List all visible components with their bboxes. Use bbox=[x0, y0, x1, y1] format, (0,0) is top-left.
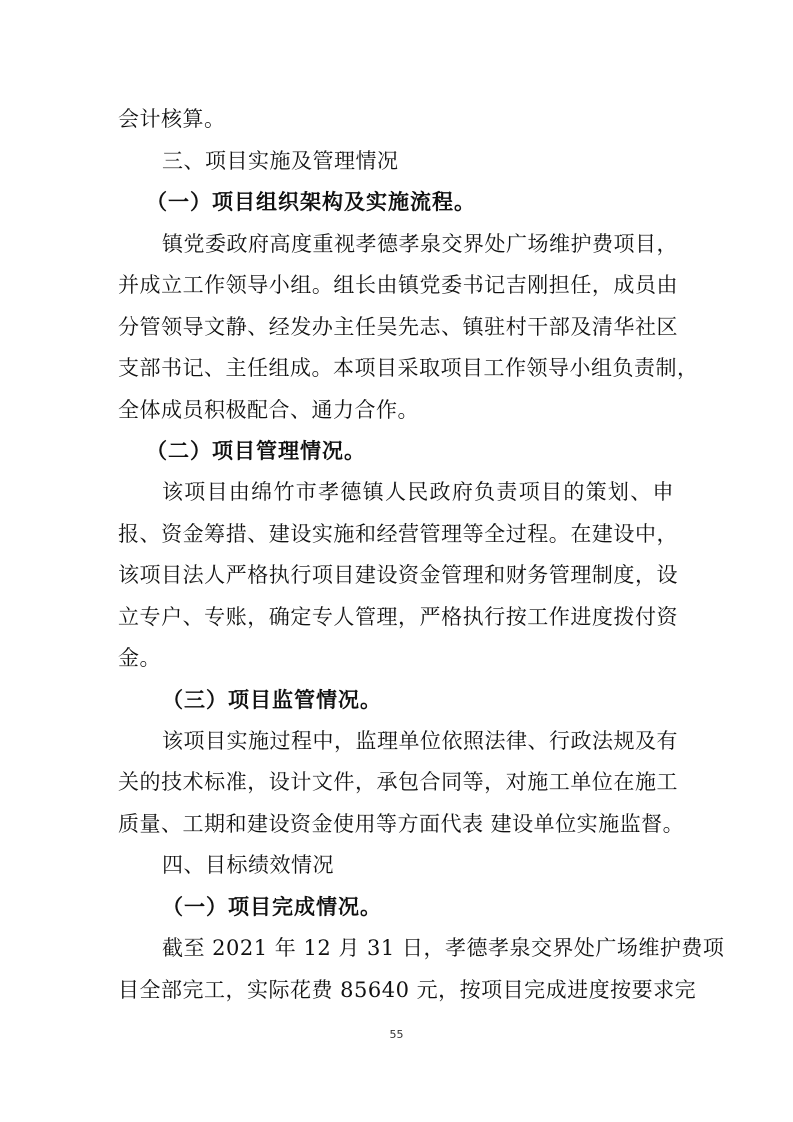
paragraph-line: 支部书记、主任组成。本项目采取项目工作领导小组负责制， bbox=[118, 356, 699, 380]
paragraph-line: 截至 2021 年 12 月 31 日，孝德孝泉交界处广场维护费项 bbox=[162, 936, 725, 960]
paragraph-line: 报、资金筹措、建设实施和经营管理等全过程。在建设中， bbox=[118, 522, 678, 546]
paragraph-line: 会计核算。 bbox=[118, 107, 226, 131]
paragraph-line: 并成立工作领导小组。组长由镇党委书记吉刚担任，成员由 bbox=[118, 273, 678, 297]
section-heading: 三、项目实施及管理情况 bbox=[162, 149, 399, 173]
paragraph-line: 目全部完工，实际花费 85640 元，按项目完成进度按要求完 bbox=[118, 978, 697, 1002]
paragraph-line: 分管领导文静、经发办主任吴先志、镇驻村干部及清华社区 bbox=[118, 315, 678, 339]
paragraph-line: 质量、工期和建设资金使用等方面代表 建设单位实施监督。 bbox=[118, 812, 685, 836]
paragraph-line: 立专户、专账，确定专人管理，严格执行按工作进度拨付资 bbox=[118, 605, 678, 629]
subsection-heading: （三）项目监管情况。 bbox=[162, 688, 382, 712]
page-number: 55 bbox=[389, 1028, 404, 1041]
paragraph-line: 该项目法人严格执行项目建设资金管理和财务管理制度，设 bbox=[118, 563, 678, 587]
paragraph-line: 该项目实施过程中，监理单位依照法律、行政法规及有 bbox=[162, 729, 678, 753]
paragraph-line: 全体成员积极配合、通力合作。 bbox=[118, 398, 419, 422]
subsection-heading: （一）项目组织架构及实施流程。 bbox=[146, 190, 476, 214]
section-heading: 四、目标绩效情况 bbox=[162, 853, 334, 877]
paragraph-line: 镇党委政府高度重视孝德孝泉交界处广场维护费项目， bbox=[162, 232, 678, 256]
paragraph-line: 该项目由绵竹市孝德镇人民政府负责项目的策划、申 bbox=[162, 480, 674, 504]
subsection-heading: （二）项目管理情况。 bbox=[146, 439, 366, 463]
subsection-heading: （一）项目完成情况。 bbox=[162, 895, 382, 919]
paragraph-line: 关的技术标准，设计文件，承包合同等，对施工单位在施工 bbox=[118, 770, 678, 794]
paragraph-line: 金。 bbox=[118, 646, 161, 670]
